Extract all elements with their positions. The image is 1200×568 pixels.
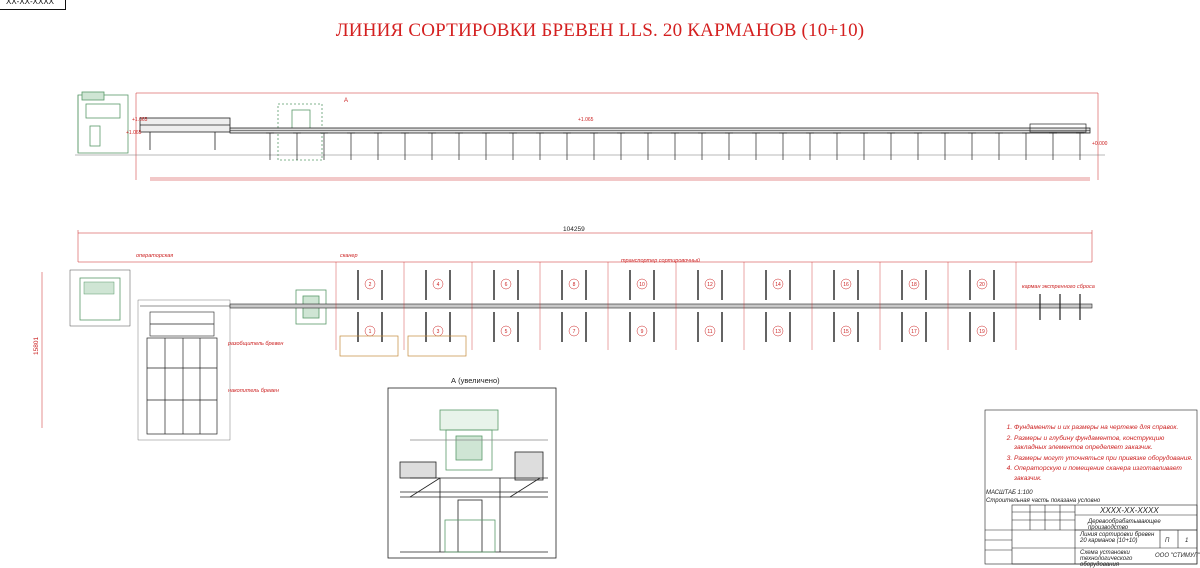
pocket-number-bottom: 11	[707, 329, 713, 335]
note-item: 1. Фундаменты и их размеры на чертеже для справок.	[1014, 423, 1196, 433]
note-item: 2. Размеры и глубину фундаментов, конструкцию закладных элементов определяет заказчик.	[1014, 434, 1196, 453]
operator-room-label: операторская	[136, 253, 174, 259]
elevation-view	[75, 92, 1108, 180]
sorting-conveyor-plan	[140, 304, 1092, 308]
stage: П	[1165, 538, 1170, 544]
org-name: Деревообрабатывающее производство	[1088, 519, 1161, 531]
sorting-conveyor-label: транспортер сортировочный	[621, 258, 700, 264]
note-item: 3. Размеры могут уточняться при привязке оборудования.	[1014, 454, 1196, 464]
level-marker: +0.000	[1092, 141, 1108, 147]
pocket-number-top: 2	[368, 282, 372, 288]
sheet-name: Линия сортировки бревен 20 карманов (10+10)	[1080, 532, 1155, 544]
plan-dimensions	[42, 230, 1092, 428]
company-name: ООО "СТИМУЛ"	[1155, 553, 1200, 559]
pocket-number-bottom: 3	[436, 329, 440, 335]
elevation-building	[78, 92, 128, 153]
pocket-number-top: 14	[775, 282, 781, 288]
level-marker: +1.065	[126, 130, 142, 136]
accumulator-frame	[138, 300, 230, 440]
sheet-desc: Схема установки технологического оборудования	[1080, 550, 1133, 568]
sorting-conveyor-elevation	[230, 128, 1090, 133]
log-accumulator	[147, 312, 217, 434]
pocket-number-top: 18	[911, 282, 917, 288]
note-item: 4. Операторскую и помещение сканера изготавливает заказчик.	[1014, 464, 1196, 483]
overall-width-dim: 15801	[33, 336, 40, 355]
pocket-number-bottom: 13	[775, 329, 781, 335]
drawing-title: ЛИНИЯ СОРТИРОВКИ БРЕВЕН LLS. 20 КАРМАНОВ (10+10)	[335, 20, 865, 41]
pocket-foundations	[340, 336, 466, 356]
elevation-supports	[266, 133, 1084, 160]
detail-caption: А (увеличено)	[451, 376, 500, 385]
emergency-pocket-label: карман экстренного сброса	[1022, 284, 1095, 290]
general-notes	[996, 423, 1196, 484]
elevation-dimensions	[136, 93, 1098, 180]
pocket-number-top: 8	[572, 282, 576, 288]
pocket-number-bottom: 5	[504, 329, 508, 335]
pocket-number-bottom: 7	[572, 329, 576, 335]
plan-view	[33, 226, 1095, 440]
scale-note: Строительная часть показана условно	[986, 498, 1101, 504]
pocket-number-bottom: 15	[843, 329, 849, 335]
section-mark: А	[344, 98, 349, 104]
scanner-label: сканер	[340, 253, 358, 259]
pocket-number-bottom: 17	[911, 329, 917, 335]
pocket-number-top: 10	[639, 282, 645, 288]
pocket-number-top: 16	[843, 282, 849, 288]
pocket-number-top: 12	[707, 282, 713, 288]
level-marker: +1.065	[578, 117, 594, 123]
log-accumulator-label: накопитель бревен	[228, 388, 279, 394]
pocket-number-top: 4	[436, 282, 440, 288]
pocket-number-bottom: 9	[640, 329, 644, 335]
pocket-number-top: 6	[504, 282, 508, 288]
log-separator-label: разобщитель бревен	[228, 341, 284, 347]
corner-stamp: XX-XX-XXXX	[0, 0, 66, 10]
pocket-number-top: 20	[979, 282, 985, 288]
doc-number: XXXX-XX-XXXX	[1100, 506, 1159, 515]
level-marker: +1.065	[132, 117, 148, 123]
infeed-deck	[140, 118, 230, 150]
scale-label: МАСШТАБ 1:100	[986, 490, 1033, 496]
overall-length-dim: 104259	[563, 226, 585, 233]
detail-view	[388, 376, 556, 558]
operator-room	[70, 270, 130, 326]
pocket-number-bottom: 1	[368, 329, 372, 335]
sheet-number: 1	[1185, 538, 1189, 544]
pocket-number-bottom: 19	[979, 329, 985, 335]
